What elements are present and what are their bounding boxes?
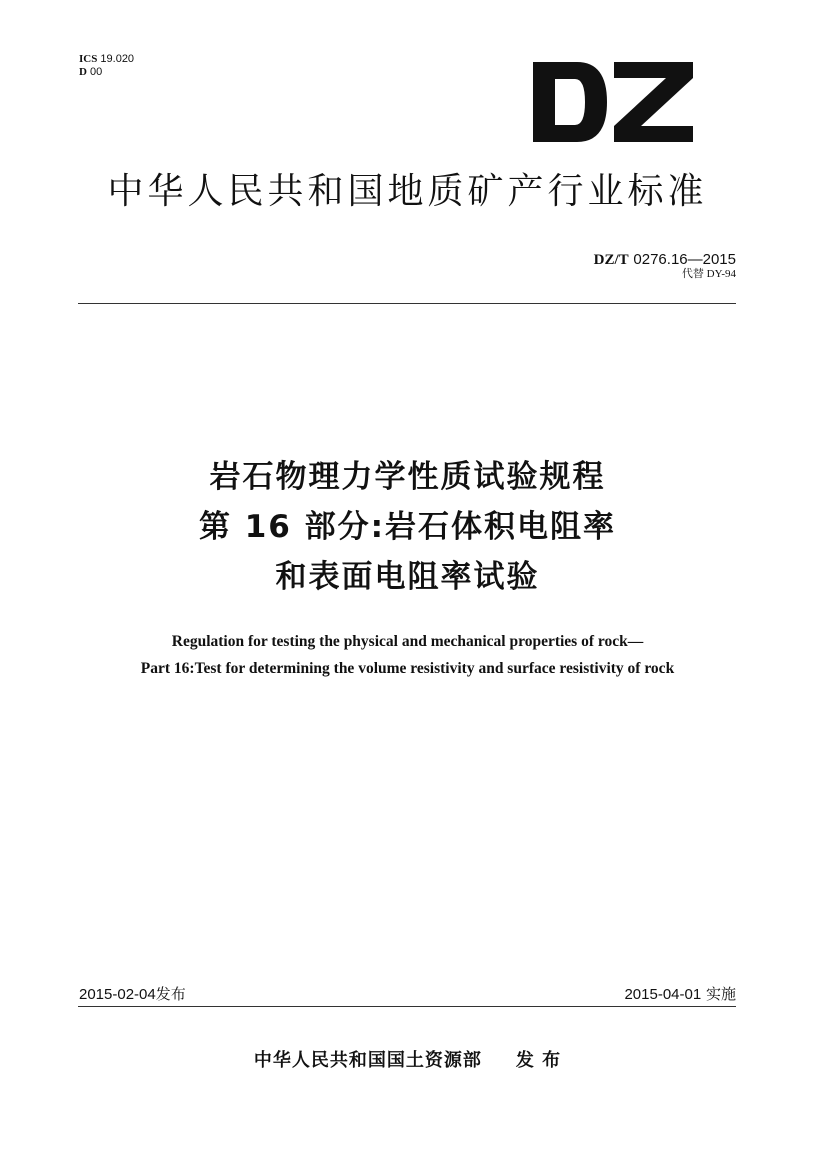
impl-date-label: 实施 <box>705 985 736 1003</box>
d-line <box>79 66 134 79</box>
chinese-title-line-1: 岩石物理力学性质试验规程 <box>209 459 606 495</box>
header-divider <box>78 303 736 304</box>
footer-divider <box>78 1006 736 1007</box>
english-title <box>0 628 815 682</box>
standard-code: 0276.16—2015 <box>633 251 736 268</box>
issue-date <box>79 984 186 1005</box>
dz-logo-d <box>533 62 607 142</box>
english-title-line-2: Part 16:Test for determining the volume resistivity and surface resistivity of rock <box>140 660 675 677</box>
standard-number <box>594 250 736 269</box>
chinese-title-line-2: 第 16 部分:岩石体积电阻率 <box>198 509 617 545</box>
ics-code: 19.020 <box>100 53 135 65</box>
impl-date-value: 2015-04-01 <box>624 986 702 1003</box>
issuer <box>0 1046 815 1072</box>
issue-date-label: 发布 <box>155 985 186 1003</box>
issuer-action: 发 布 <box>515 1050 562 1071</box>
d-label: D <box>79 66 87 78</box>
d-code: 00 <box>90 66 103 78</box>
ics-label: ICS <box>79 53 98 65</box>
chinese-title-line-3: 和表面电阻率试验 <box>275 559 540 595</box>
dz-logo <box>533 62 693 142</box>
standard-category-title: 中华人民共和国地质矿产行业标准 <box>107 171 708 212</box>
dz-logo-z <box>614 62 693 142</box>
ics-line <box>79 53 134 66</box>
classification-codes <box>79 53 134 79</box>
issuer-name: 中华人民共和国国土资源部 <box>253 1050 482 1071</box>
replaces-note: 代替 DY-94 <box>681 268 736 280</box>
chinese-title <box>0 452 815 602</box>
implementation-date <box>624 984 736 1005</box>
issue-date-value: 2015-02-04 <box>79 986 156 1003</box>
standard-prefix: DZ/T <box>593 252 629 268</box>
english-title-line-1: Regulation for testing the physical and mechanical properties of rock— <box>171 633 644 650</box>
